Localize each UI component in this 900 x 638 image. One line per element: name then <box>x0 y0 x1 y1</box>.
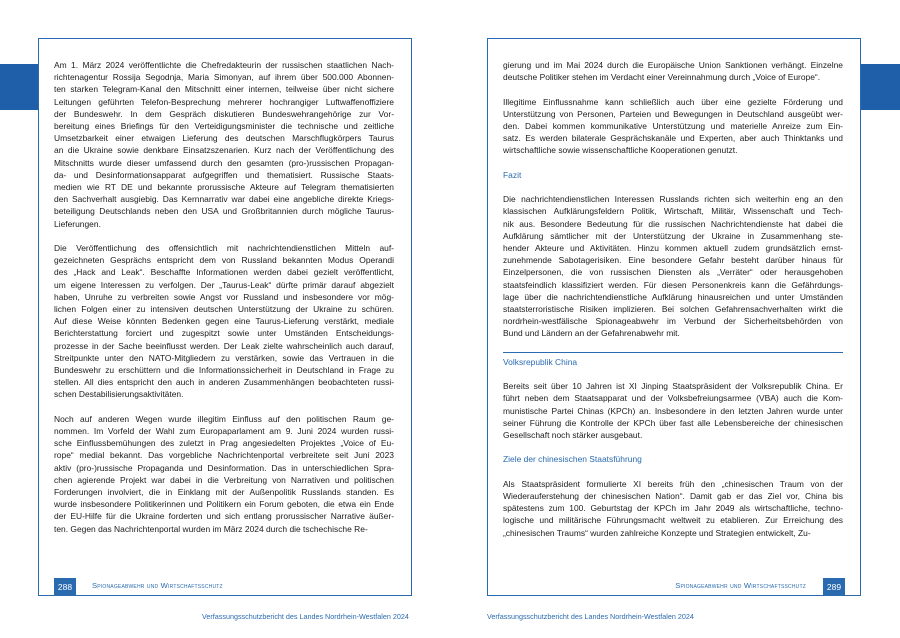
text-line: Forderungen involviert, die in Einklang mit der Außenpolitik Russlands standen. Es <box>54 487 394 498</box>
text-line: Die nachrichtendienstlichen Interessen Russlands richten sich weiterhin eng an den <box>503 194 843 205</box>
text-line: haben, Unruhe zu verbreiten sowie Angst vor Russland und insbesondere vor mög- <box>54 291 394 302</box>
text-line: ten starken Telegram-Kanal den Mitschnitt einer internen, teilweise über nicht sichere <box>54 84 394 95</box>
text-line: Mitschnitts wurde dieser umfassend durch den gesamten (pro-)russischen Propagan- <box>54 157 394 168</box>
text-line: Illegitime Einflussnahme kann schließlich auch über eine gezielte Förderung und <box>503 96 843 107</box>
text-line: hender Akteure und Aktivitäten. Hinzu kommen aktuell zudem grundsätzlich ernst- <box>503 243 843 253</box>
text-line: staatsterroristische Risiken implizieren. Bei solchen Gefahrensachverhalten wirkt die <box>503 304 843 315</box>
text-line: Als Staatspräsident formulierte XI bereits früh den „chinesischen Traum von der <box>503 478 843 489</box>
section-heading-china: Volksrepublik China <box>503 356 578 367</box>
text-line: staatsfeindlich klassifiziert werden. Für diesen Personenkreis kann die Gefährdungs- <box>503 279 843 290</box>
text-line: Unterstützung von Personen, Parteien und Bewegungen in Deutschland ausgeübt wer- <box>503 108 843 119</box>
text-line: lichen Folgen einer zu intensiven deutschen Unterstützung der Ukraine zu schüren. <box>54 304 394 315</box>
text-line: Berichterstattung forciert und zugespitzt sowie unter Umständen Entscheidungs- <box>54 328 394 339</box>
left-page-number: 288 <box>54 578 76 596</box>
paragraph <box>54 242 394 401</box>
text-line: aktiv (pro-)russische Propaganda und Desinformation. Das in unterschiedlichen Spra- <box>54 462 394 473</box>
text-line: rope“ medial bekannt. Das vorgebliche Nachrichtenportal verbreitete seit Juni 2023 <box>54 450 394 461</box>
text-line: Umsetzbarkeit einer etwaigen Lieferung des deutschen Marschflugkörpers Taurus <box>54 133 394 144</box>
text-line: wirtschaftliche sowie wissenschaftliche Kooperationen genutzt. <box>503 145 738 156</box>
text-line: Lieferungen. <box>54 218 101 229</box>
text-line: beteiligung Deutschlands neben den USA und Großbritannien durch mögliche Taurus- <box>54 206 394 217</box>
section-heading-ziele: Ziele der chinesischen Staatsführung <box>503 454 642 465</box>
text-line: um eigene Interessen zu verfolgen. Der „Taurus-Leak“ dürfte primär darauf abgezielt <box>54 279 394 290</box>
text-line: gezeichneten Gesprächs entspricht dem von Russland bekannten Modus Operandi <box>54 255 394 266</box>
right-running-head: Spionageabwehr und Wirtschaftsschutz <box>675 581 806 590</box>
text-line: sche Einflussbemühungen des zuletzt in Prag angesiedelten Projektes „Voice of Eu- <box>54 438 394 449</box>
section-heading-fazit: Fazit <box>503 169 522 180</box>
text-line: da- und Desinformationsapparat aufgegriffen und thematisiert. Russische Staats- <box>54 169 394 180</box>
text-line: der Bundeswehr. In dem Gespräch diskutieren Bundeswehrangehörige zur Vor- <box>54 108 394 119</box>
text-line: Am 1. März 2024 veröffentlichte die Chefredakteurin der russischen staatlichen Nach- <box>54 60 394 70</box>
left-footer: Verfassungsschutzbericht des Landes Nordrhein-Westfalen 2024 <box>202 612 409 621</box>
text-line: deutsche Politiker stehen im Verdacht einer Vereinnahmung durch „Voice of Europe“. <box>503 72 821 83</box>
right-page-text <box>503 59 843 551</box>
left-page-text <box>54 59 394 547</box>
text-line: des „Hack and Leak“. Beschaffte Informationen werden dabei gezielt veröffentlicht, <box>54 267 394 278</box>
text-line: munistische Partei Chinas (KPCh) an. Insbesondere in den letzten Jahren wurde unter <box>503 405 843 416</box>
text-line: nommen. Im Vorfeld der Wahl zum Europaparlament am 9. Juni 2024 wurden russi- <box>54 426 394 437</box>
text-line: der EU-Hilfe für die Ukraine forderten und sich entlang prorussischer Narrative äußer- <box>54 511 394 522</box>
text-line: stellen. All dies entspricht den auch in anderen Zusammenhängen beobachteten russi- <box>54 377 394 388</box>
right-footer: Verfassungsschutzbericht des Landes Nordrhein-Westfalen 2024 <box>487 612 694 621</box>
text-line: schen Destabilisierungsaktivitäten. <box>54 389 184 400</box>
paragraph <box>503 96 843 157</box>
text-line: „chinesischen Traums“ wurden zahlreiche Konzepte und Strategien entwickelt, Zu- <box>503 527 811 538</box>
text-line: Noch auf anderen Wegen wurde illegitim Einfluss auf den politischen Raum ge- <box>54 413 394 424</box>
text-line: Bund und Ländern an der Gefahrenabwehr mit. <box>503 328 680 339</box>
text-line: Leitungen geführten Telefon-Besprechung mehrerer hochrangiger Luftwaffenoffiziere <box>54 96 394 107</box>
text-line: nik aus. Besondere Bedeutung für die russischen Nachrichtendienste hat dabei die <box>503 218 843 229</box>
text-line: Gesellschaft noch stärker ausgebaut. <box>503 430 643 441</box>
text-line: satz. Es werden bilaterale Gesprächskanäle und Experten, aber auch Thinktanks und <box>503 133 843 144</box>
text-line: Aufklärung sämtlicher mit der Unterstützung der Ukraine in Zusammenhang ste- <box>503 230 843 241</box>
left-side-tab <box>0 64 40 110</box>
text-line: Einzelpersonen, die von russischen Diensten als „Verräter“ oder herausgehoben <box>503 267 843 278</box>
text-line: Die Veröffentlichung des offensichtlich mit nachrichtendienstlichen Mitteln auf- <box>54 243 394 254</box>
text-line: logische und militärische Führungsmacht weltweit zu etablieren. Zur Erreichung des <box>503 515 843 526</box>
text-line: nordrhein-westfälische Spionageabwehr im Verbund der Sicherheitsbehörden von <box>503 316 843 327</box>
text-line: Wiederauferstehung der chinesischen Nation“. Damit gab er das Ziel vor, China bis <box>503 491 843 501</box>
text-line: an die Ukraine sowie denkbare Einsatzszenarien. Kurz nach der Veröffentlichung des <box>54 145 394 156</box>
text-line: Bereits seit über 10 Jahren ist XI Jinping Staatspräsident der Volksrepublik China. Er <box>503 381 843 392</box>
text-line: chen agierende Projekt war dabei in die Verbreitung von Narrativen und politischen <box>54 474 394 485</box>
text-line: Bundeswehr zu erschüttern und die Informationssicherheit in Deutschland in Frage zu <box>54 365 394 376</box>
text-line: klassischen Aufklärungsfeldern Politik, Wirtschaft, Militär, Wissenschaft und Tech- <box>503 206 843 217</box>
text-line: seiner Führung die Kontrolle der KPCh über fast alle Lebensbereiche der chinesischen <box>503 417 843 428</box>
text-line: spätestens zum 100. Geburtstag der KPCh im Jahr 2049 als wirtschaftliche, techno- <box>503 503 843 514</box>
text-line: prozesse in der Sache beeinflusst werden. Der Leak zielte wahrscheinlich auch darauf, <box>54 340 394 351</box>
text-line: führt neben dem Staatsapparat und der Volksbefreiungsarmee (VBA) auch die Kom- <box>503 393 843 404</box>
right-page-number: 289 <box>823 578 845 596</box>
text-line: wurde insbesondere Politikerinnen und Politikern ein Forum geboten, die etwa ein Ende <box>54 499 394 510</box>
text-line: den. Dabei kommen kommunikative Unterstützung und materielle Anreize zum Ein- <box>503 121 843 131</box>
text-line: medien wie RT DE und bekannte prorussische Akteure auf Telegram thematisierten <box>54 182 394 193</box>
paragraph <box>503 478 843 539</box>
text-line: gierung und im Mai 2024 durch die Europäische Union Sanktionen verhängt. Einzelne <box>503 60 843 70</box>
text-line: lage über die nachrichtendienstliche Aufklärung hinausreichen und unter Umständen <box>503 291 843 302</box>
text-line: Streitpunkte unter den NATO-Mitgliedern zu verstärken, sowie das Vertrauen in die <box>54 352 394 363</box>
left-running-head: Spionageabwehr und Wirtschaftsschutz <box>92 581 223 590</box>
text-line: richtenagentur Rossija Segodnja, Maria Simonyan, auf ihrem über 500.000 Abonnen- <box>54 72 394 83</box>
paragraph <box>54 413 394 535</box>
paragraph <box>503 193 843 339</box>
right-side-tab <box>860 64 900 110</box>
paragraph <box>54 59 394 230</box>
text-line: den Sachverhalt ausgiebig. Das Kernnarrativ war dabei eine angebliche direkte Kriegs- <box>54 194 394 205</box>
text-line: Auf diese Weise könnten Bedenken gegen eine Taurus-Lieferung verstärkt, mediale <box>54 316 394 327</box>
text-line: ten. Gegen das Nachrichtenportal wurden im März 2024 durch die tschechische Re- <box>54 523 368 534</box>
paragraph <box>503 59 843 83</box>
paragraph <box>503 380 843 441</box>
section-divider <box>503 352 843 353</box>
text-line: bereitung eines Briefings für den Verteidigungsminister die technische und zeitliche <box>54 121 394 132</box>
text-line: zunehmende Sabotagerisiken. Eine besondere Gefahr besteht darüber hinaus für <box>503 255 843 266</box>
